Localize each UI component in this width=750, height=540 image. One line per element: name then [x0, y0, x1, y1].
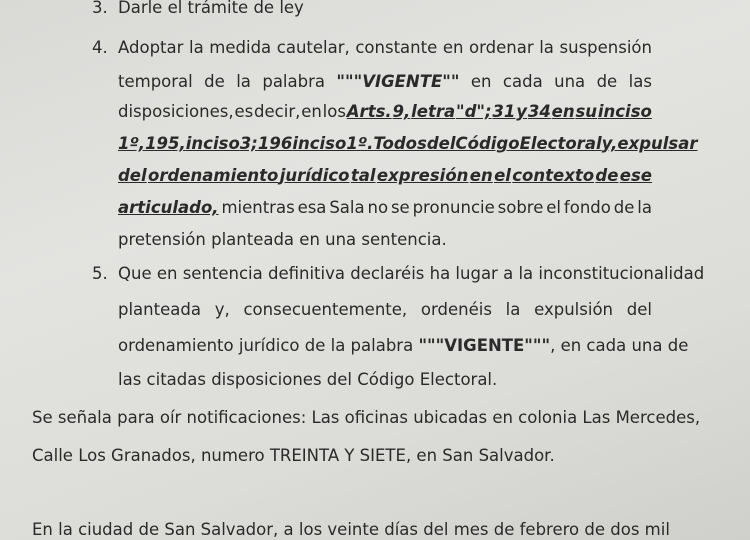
justified-line — [118, 134, 698, 154]
text-segment: ordenamiento jurídico de la palabra — [118, 336, 419, 355]
list-item-text — [118, 336, 688, 356]
closing-line: En la ciudad de San Salvador, a los veinte días del mes de febrero de dos mil — [32, 520, 670, 539]
word: los — [322, 102, 346, 121]
word: y, — [214, 300, 230, 319]
list-item-text — [118, 300, 652, 320]
word: expulsión — [534, 300, 613, 319]
word: ese — [619, 166, 652, 185]
list-item-text — [118, 166, 652, 186]
word: fondo — [563, 198, 611, 217]
list-item-text: Que en sentencia definitiva declaréis ha lugar a la inconstitucionalidad — [118, 264, 705, 283]
word: 31 — [492, 102, 516, 121]
justified-line — [118, 300, 652, 320]
list-item-text: pretensión planteada en una sentencia. — [118, 230, 447, 249]
word: esa — [297, 198, 327, 217]
list-number: 4. — [92, 38, 108, 57]
word: mientras — [221, 198, 295, 217]
word: constante — [355, 38, 438, 57]
word: 1º. — [346, 134, 374, 153]
word: planteada — [118, 300, 201, 319]
list-item-text: las citadas disposiciones del Código Electoral. — [118, 370, 498, 389]
word: de — [596, 72, 618, 91]
word: expresión — [376, 166, 469, 185]
word: consecuentemente, — [243, 300, 408, 319]
word: articulado, — [118, 198, 219, 217]
justified-line — [118, 102, 652, 122]
word: es — [234, 102, 254, 121]
word: ordenéis — [420, 300, 492, 319]
word: pronuncie — [412, 198, 495, 217]
justified-line — [118, 166, 652, 186]
word: inciso — [292, 134, 347, 153]
word: """VIGENTE"" — [336, 72, 460, 91]
text-segment: """VIGENTE""" — [418, 336, 551, 355]
word: cautelar, — [276, 38, 350, 57]
word: del — [626, 300, 652, 319]
word: Arts. — [346, 102, 392, 121]
list-item-text — [118, 134, 698, 154]
word: decir, — [254, 102, 301, 121]
word: sobre — [497, 198, 544, 217]
word: de — [595, 166, 619, 185]
word: las — [628, 72, 652, 91]
word: la — [637, 198, 652, 217]
list-item-text — [118, 72, 652, 92]
word: la — [236, 72, 251, 91]
word: de — [204, 72, 225, 91]
word: jurídico — [279, 166, 350, 185]
word: la — [539, 38, 554, 57]
word: 1º, — [118, 134, 146, 153]
word: en — [469, 166, 493, 185]
word: temporal — [118, 72, 193, 91]
word: disposiciones, — [118, 102, 234, 121]
word: la — [189, 38, 204, 57]
list-number: 5. — [92, 264, 108, 283]
word: 9, — [392, 102, 411, 121]
word: 3; — [239, 134, 258, 153]
word: tal — [350, 166, 376, 185]
word: suspensión — [559, 38, 652, 57]
list-item-text: Darle el trámite de ley — [118, 0, 304, 17]
word: 195, — [145, 134, 186, 153]
word: Electoral — [519, 134, 602, 153]
notifications-line: Calle Los Granados, numero TREINTA Y SIETE, en San Salvador. — [32, 446, 555, 465]
word: inciso — [597, 102, 652, 121]
list-item-text — [118, 198, 652, 218]
word: una — [554, 72, 586, 91]
word: "d"; — [455, 102, 492, 121]
list-item-text — [118, 102, 652, 122]
word: en — [442, 38, 464, 57]
word: del — [426, 134, 456, 153]
word: Todos — [373, 134, 427, 153]
word: de — [613, 198, 635, 217]
word: inciso — [185, 134, 240, 153]
word: expulsar — [617, 134, 698, 153]
word: ordenar — [469, 38, 534, 57]
text-segment: , en cada una de — [550, 336, 689, 355]
word: Código — [455, 134, 520, 153]
word: en — [301, 102, 322, 121]
word: se — [390, 198, 410, 217]
notifications-line: Se señala para oír notificaciones: Las oficinas ubicadas en colonia Las Mercedes, — [32, 408, 701, 427]
word: 34 — [527, 102, 551, 121]
word: y — [516, 102, 527, 121]
word: en — [470, 72, 492, 91]
word: contexto — [512, 166, 595, 185]
word: no — [367, 198, 389, 217]
justified-line — [118, 38, 652, 58]
word: cada — [502, 72, 543, 91]
justified-line — [118, 198, 652, 218]
word: medida — [209, 38, 272, 57]
justified-line — [118, 72, 652, 92]
word: en — [551, 102, 575, 121]
word: del — [118, 166, 147, 185]
word: su — [575, 102, 598, 121]
word: ordenamiento — [148, 166, 279, 185]
word: palabra — [262, 72, 325, 91]
word: Adoptar — [118, 38, 184, 57]
word: 196 — [257, 134, 293, 153]
list-item-text — [118, 38, 652, 58]
word: el — [494, 166, 511, 185]
word: Sala — [329, 198, 365, 217]
word: la — [505, 300, 521, 319]
word: el — [546, 198, 562, 217]
list-number: 3. — [92, 0, 108, 17]
word: letra — [411, 102, 456, 121]
word: y, — [601, 134, 618, 153]
